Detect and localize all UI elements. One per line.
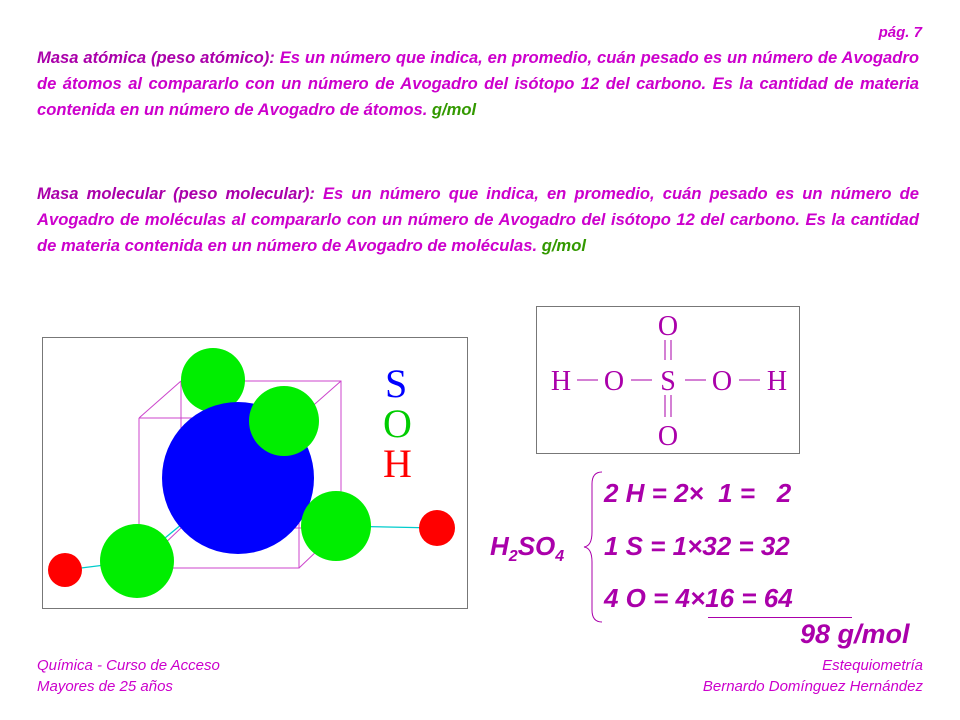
legend-oxygen: O (383, 401, 412, 446)
atomic-mass-definition (37, 45, 919, 123)
struct-hydrogen-right: H (766, 366, 788, 397)
hydrogen-atom-right (419, 510, 455, 546)
sum-line (708, 617, 852, 618)
oxygen-atom-lower-left (100, 524, 174, 598)
structural-formula-svg (537, 307, 799, 453)
molecule-model-panel (42, 337, 468, 609)
footer-author: Bernardo Domínguez Hernández (702, 678, 923, 695)
legend-hydrogen: H (383, 441, 412, 486)
struct-oxygen-bottom: O (657, 421, 679, 452)
atomic-mass-unit: g/mol (431, 100, 477, 119)
curly-brace (582, 470, 604, 625)
page-number: pág. 7 (878, 24, 922, 41)
oxygen-atom-lower-right (301, 491, 371, 561)
calc-line-sulfur: 1 S = 1×32 = 32 (604, 531, 790, 561)
footer-left (37, 655, 220, 697)
legend-sulfur: S (385, 361, 408, 406)
structural-formula-panel (536, 306, 800, 454)
footer-course: Química - Curso de Acceso (37, 657, 220, 674)
formula-h: H (490, 531, 509, 561)
footer-audience: Mayores de 25 años (37, 678, 173, 695)
struct-oxygen-left: O (603, 366, 625, 397)
molecular-mass-term: Masa molecular (peso molecular): (37, 184, 315, 203)
struct-oxygen-right: O (711, 366, 733, 397)
struct-hydrogen-left: H (550, 366, 572, 397)
atomic-mass-term: Masa atómica (peso atómico): (37, 48, 275, 67)
footer-topic: Estequiometría (822, 657, 923, 674)
struct-oxygen-top: O (657, 311, 679, 342)
footer-right (703, 655, 923, 697)
molecular-mass-text: Es un número que indica, en promedio, cuán pesado es un número de Avogadro de moléculas al compararlo con un número de Avogadro del isótopo 12 del carbono. Es la cantidad de materia contenida en un número de Avogadro de moléculas. (37, 184, 919, 255)
molar-mass-total: 98 g/mol (800, 619, 910, 649)
calc-line-hydrogen: 2 H = 2× 1 = 2 (604, 478, 792, 508)
atomic-mass-text: Es un número que indica, en promedio, cuán pesado es un número de Avogadro de átomos al compararlo con un número de Avogadro del isótopo 12 del carbono. Es la cantidad de materia contenida en un número de Avogadro de átomos. (37, 48, 919, 119)
formula-so-subscript: 4 (555, 548, 565, 566)
calc-line-oxygen: 4 O = 4×16 = 64 (604, 583, 793, 613)
formula-h-subscript: 2 (508, 548, 518, 566)
oxygen-atom-upper-right (249, 386, 319, 456)
formula-h2so4 (490, 531, 564, 566)
molecular-mass-unit: g/mol (541, 236, 586, 255)
struct-sulfur: S (660, 366, 676, 397)
molecular-mass-definition (37, 181, 919, 259)
formula-so: SO (517, 531, 556, 561)
hydrogen-atom-left (48, 553, 82, 587)
